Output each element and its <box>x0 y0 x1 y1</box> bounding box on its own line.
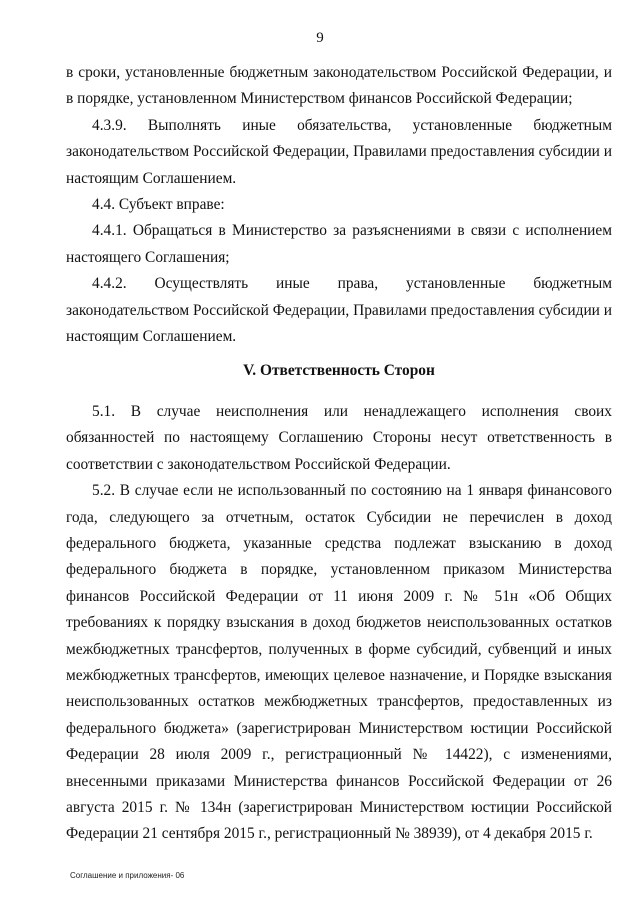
paragraph-4-4-1: 4.4.1. Обращаться в Министерство за разъяснениями в связи с исполнением настоящего Соглашения; <box>66 222 612 266</box>
page-number: 9 <box>316 30 324 46</box>
paragraph-4-3-9: 4.3.9. Выполнять иные обязательства, установленные бюджетным законодательством Российской Федерации, Правилами предоставления субсидии и настоящим Соглашением. <box>66 116 612 187</box>
paragraph-5-2: 5.2. В случае если не использованный по состоянию на 1 января финансового года, следующего за отчетным, остаток Субсидии не перечислен в доход федерального бюджета, указанные средства подлежат взысканию в доход федерального бюджета в порядке, установленном приказом Министерства финансов Российской Федерации от 11 июня 2009 г. № 51н «Об Общих требованиях к порядку взыскания в доход бюджетов неиспользованных остатков межбюджетных трансфертов, полученных в форме субсидий, субвенций и иных межбюджетных трансфертов, имеющих целевое назначение, и Порядке взыскания неиспользованных остатков межбюджетных трансфертов, предоставленных из федерального бюджета» (зарегистрирован Министерством юстиции Российской Федерации 28 июля 2009 г., регистрационный № 14422), с изменениями, внесенными приказами Министерства финансов Российской Федерации от 26 августа 2015 г. № 134н (зарегистрирован Министерством юстиции Российской Федерации 21 сентября 2015 г., регистрационный № 38939), от 4 декабря 2015 г. <box>66 482 612 843</box>
page-footer: Соглашение и приложения- 06 <box>70 871 185 880</box>
paragraph-5-1: 5.1. В случае неисполнения или ненадлежащего исполнения своих обязанностей по настоящему Соглашению Стороны несут ответственность в соответствии с законодательством Российской Федерации. <box>66 402 612 473</box>
document-body <box>66 60 612 848</box>
paragraph-continuation: в сроки, установленные бюджетным законодательством Российской Федерации, и в порядке, установленном Министерством финансов Российской Федерации; <box>66 64 612 108</box>
paragraph-4-4-2: 4.4.2. Осуществлять иные права, установленные бюджетным законодательством Российской Федерации, Правилами предоставления субсидии и настоящим Соглашением. <box>66 275 612 346</box>
section-heading: V. Ответственность Сторон <box>243 362 435 380</box>
paragraph-4-4: 4.4. Субъект вправе: <box>92 196 225 214</box>
